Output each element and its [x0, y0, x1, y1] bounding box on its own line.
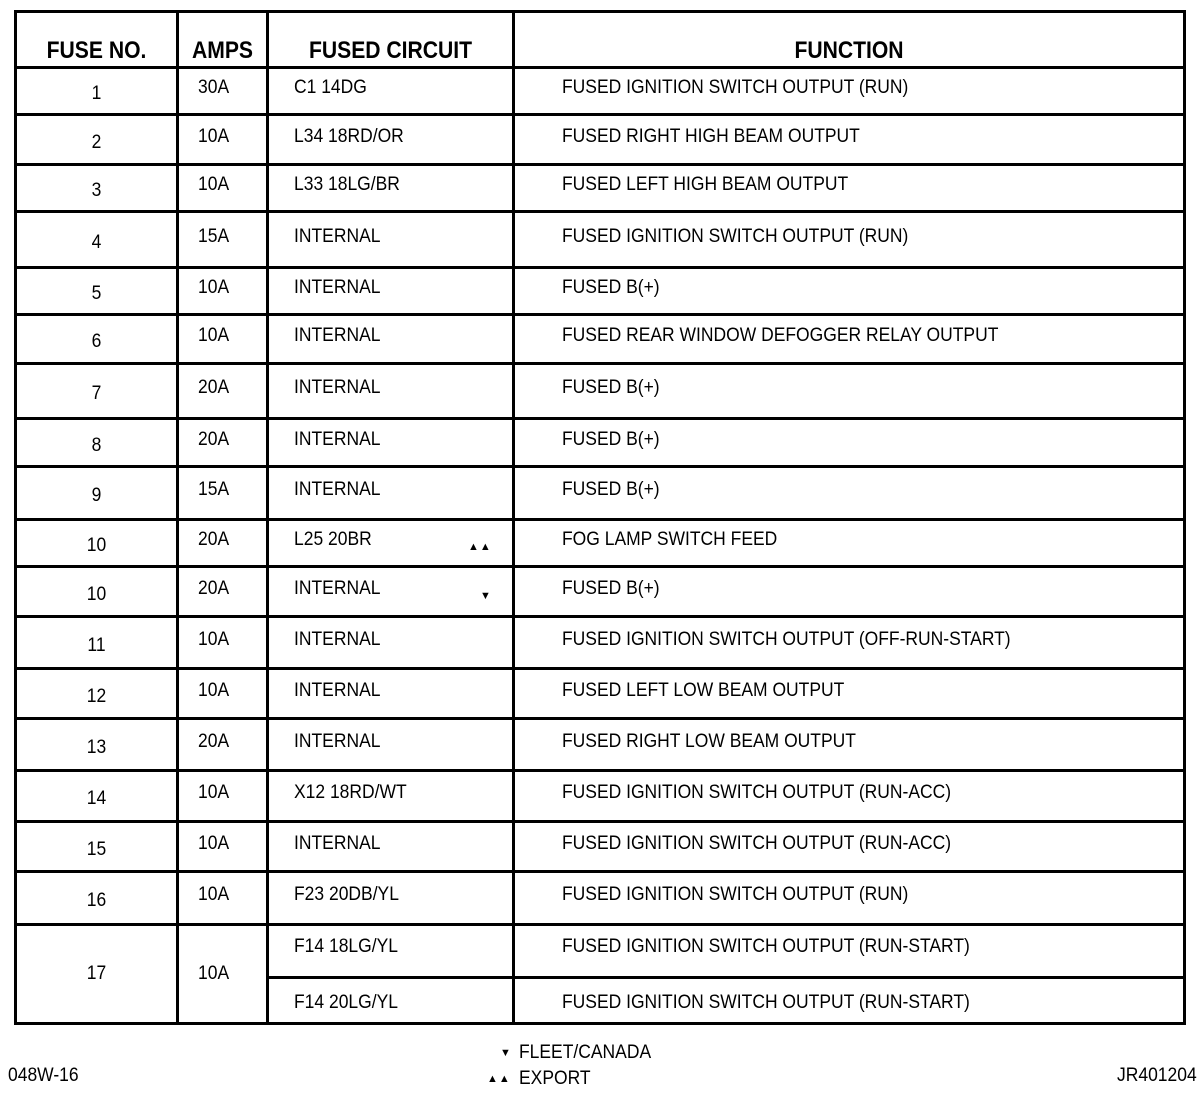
fused-circuit: INTERNAL	[294, 277, 381, 298]
function-text: FUSED B(+)	[562, 479, 660, 500]
fuse-number: 4	[91, 231, 102, 253]
function-text: FUSED B(+)	[562, 428, 660, 450]
fleet-canada-symbol: ▼	[500, 1047, 512, 1059]
header-fuse-no: FUSE NO.	[46, 37, 147, 64]
amps-value: 10A	[198, 782, 230, 803]
amps-value: 10A	[198, 963, 230, 984]
row-divider	[17, 266, 1183, 269]
row-divider	[17, 518, 1183, 521]
fused-circuit: INTERNAL	[294, 377, 381, 398]
header-function: FUNCTION	[794, 37, 904, 64]
function-text: FUSED B(+)	[562, 377, 660, 398]
fuse-number: 15	[86, 838, 107, 860]
row-divider	[17, 923, 1183, 926]
fuse-number: 1	[91, 83, 102, 104]
amps-value: 15A	[198, 225, 230, 247]
fused-circuit: INTERNAL	[294, 577, 381, 599]
fuse-number: 3	[91, 180, 102, 201]
row-divider	[17, 870, 1183, 873]
fuse-number: 11	[87, 634, 106, 656]
fuse-number: 16	[86, 890, 107, 911]
amps-value: 10A	[198, 832, 230, 854]
fused-circuit: INTERNAL	[294, 730, 381, 752]
row-divider	[17, 66, 1183, 69]
market-marker-icon: ▲▲	[468, 541, 492, 553]
fuse-number: 17	[86, 963, 107, 984]
row-divider	[17, 163, 1183, 166]
row-divider	[17, 465, 1183, 468]
function-text: FUSED IGNITION SWITCH OUTPUT (RUN)	[562, 884, 909, 905]
fused-circuit: INTERNAL	[294, 225, 381, 247]
row-divider	[17, 210, 1183, 213]
amps-value: 10A	[198, 174, 230, 195]
amps-value: 10A	[198, 679, 230, 701]
amps-value: 10A	[198, 884, 230, 905]
fuse-number: 10	[86, 583, 107, 605]
fuse-number: 7	[91, 383, 102, 404]
row-divider	[17, 362, 1183, 365]
fused-circuit: INTERNAL	[294, 325, 381, 346]
fuse-number: 13	[86, 736, 107, 758]
function-text: FUSED IGNITION SWITCH OUTPUT (RUN-START)	[562, 992, 970, 1013]
fused-circuit: INTERNAL	[294, 832, 381, 854]
row-divider	[17, 769, 1183, 772]
function-text: FUSED IGNITION SWITCH OUTPUT (RUN-ACC)	[562, 782, 952, 803]
function-text: FUSED IGNITION SWITCH OUTPUT (RUN)	[562, 225, 909, 247]
row-divider	[17, 667, 1183, 670]
row-divider	[17, 113, 1183, 116]
row-divider	[17, 313, 1183, 316]
export-label: EXPORT	[519, 1068, 591, 1089]
fleet-canada-label: FLEET/CANADA	[519, 1042, 652, 1063]
fuse-number: 2	[91, 131, 102, 153]
fuse-table	[14, 10, 1186, 1025]
fused-circuit: L25 20BR	[294, 529, 372, 550]
function-text: FUSED IGNITION SWITCH OUTPUT (OFF-RUN-START)	[562, 628, 1011, 650]
fuse-number: 8	[91, 434, 102, 456]
function-text: FUSED B(+)	[562, 277, 660, 298]
amps-value: 10A	[198, 325, 230, 346]
fused-circuit: INTERNAL	[294, 428, 381, 450]
amps-value: 20A	[198, 377, 230, 398]
function-text: FUSED IGNITION SWITCH OUTPUT (RUN)	[562, 77, 909, 98]
function-text: FUSED LEFT HIGH BEAM OUTPUT	[562, 174, 849, 195]
function-text: FUSED B(+)	[562, 577, 660, 599]
export-symbol: ▲▲	[487, 1073, 511, 1085]
function-text: FUSED IGNITION SWITCH OUTPUT (RUN-START)	[562, 936, 970, 957]
figure-code-left: 048W-16	[8, 1065, 79, 1086]
fused-circuit: X12 18RD/WT	[294, 782, 407, 803]
amps-value: 10A	[198, 277, 230, 298]
row-divider	[17, 417, 1183, 420]
fused-circuit: INTERNAL	[294, 479, 381, 500]
fuse-number: 5	[91, 283, 102, 304]
amps-value: 10A	[198, 628, 230, 650]
fused-circuit: F14 18LG/YL	[294, 936, 398, 957]
fused-circuit: L33 18LG/BR	[294, 174, 400, 195]
fused-circuit: F23 20DB/YL	[294, 884, 399, 905]
fused-circuit: L34 18RD/OR	[294, 125, 404, 147]
function-text: FUSED RIGHT LOW BEAM OUTPUT	[562, 730, 856, 752]
row-divider	[17, 615, 1183, 618]
amps-value: 20A	[198, 577, 230, 599]
row-divider	[269, 976, 1183, 979]
function-text: FUSED IGNITION SWITCH OUTPUT (RUN-ACC)	[562, 832, 952, 854]
fused-circuit: C1 14DG	[294, 77, 367, 98]
fused-circuit: INTERNAL	[294, 628, 381, 650]
fused-circuit: F14 20LG/YL	[294, 992, 398, 1013]
market-marker-icon: ▼	[480, 589, 492, 602]
amps-value: 10A	[198, 125, 230, 147]
fuse-number: 14	[86, 788, 107, 809]
row-divider	[17, 717, 1183, 720]
row-divider	[17, 820, 1183, 823]
row-divider	[17, 565, 1183, 568]
figure-code-right: JR401204	[1117, 1065, 1197, 1086]
function-text: FUSED LEFT LOW BEAM OUTPUT	[562, 679, 845, 701]
fused-circuit: INTERNAL	[294, 679, 381, 701]
amps-value: 20A	[198, 529, 230, 550]
amps-value: 20A	[198, 730, 230, 752]
amps-value: 20A	[198, 428, 230, 450]
fuse-number: 10	[86, 535, 107, 556]
function-text: FUSED RIGHT HIGH BEAM OUTPUT	[562, 125, 860, 147]
fuse-number: 9	[91, 485, 102, 506]
amps-value: 30A	[198, 77, 230, 98]
header-amps: AMPS	[191, 37, 254, 64]
function-text: FUSED REAR WINDOW DEFOGGER RELAY OUTPUT	[562, 325, 999, 346]
fuse-number: 12	[86, 685, 107, 707]
header-fused-circuit: FUSED CIRCUIT	[308, 37, 473, 64]
amps-value: 15A	[198, 479, 230, 500]
fuse-number: 6	[91, 331, 102, 352]
function-text: FOG LAMP SWITCH FEED	[562, 529, 778, 550]
